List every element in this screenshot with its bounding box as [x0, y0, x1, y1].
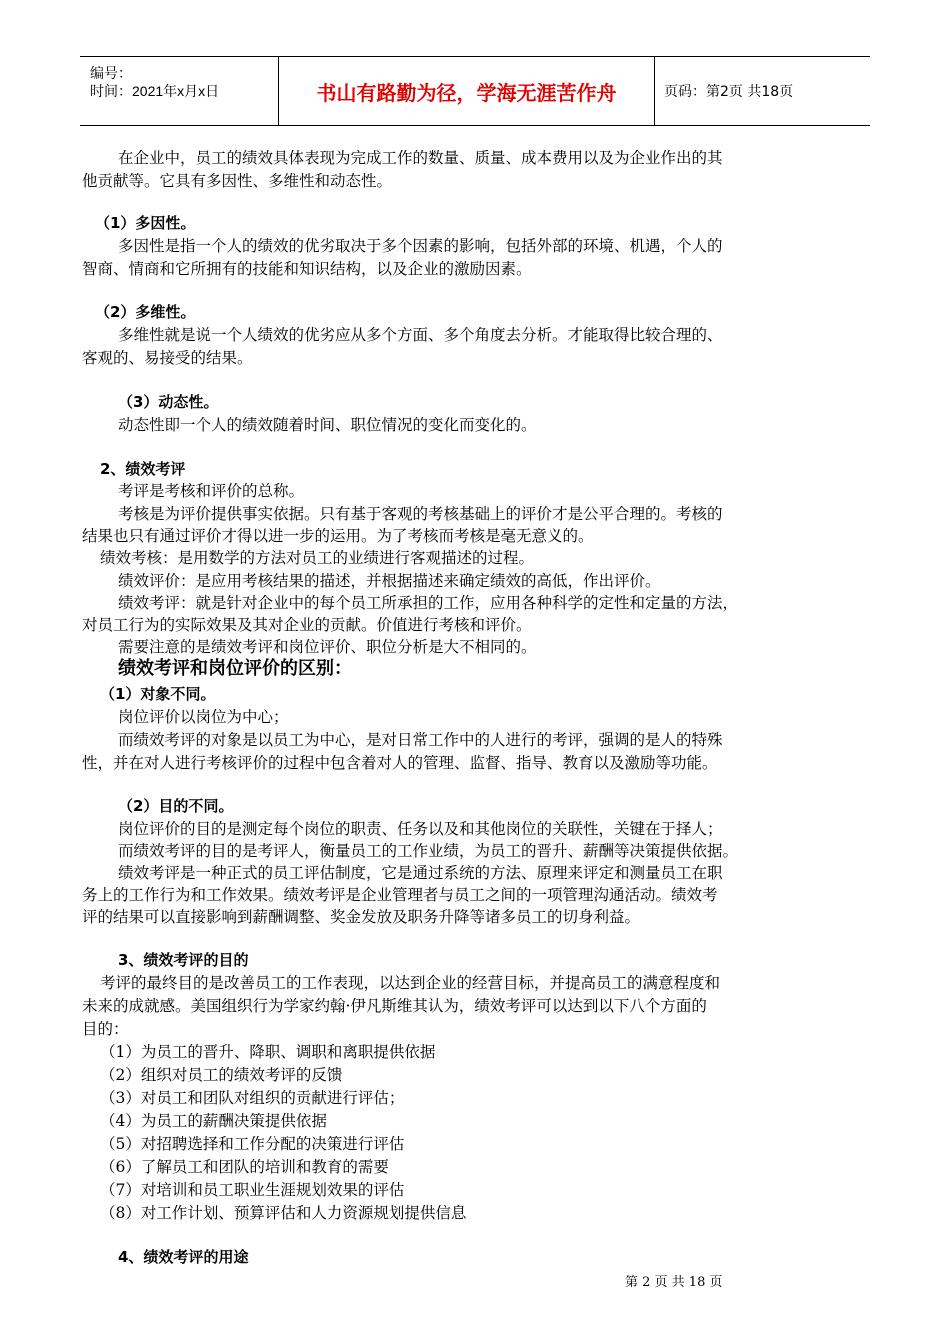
text-line: 多维性就是说一个人绩效的优劣应从多个方面、多个角度去分析。才能取得比较合理的、 [118, 326, 723, 344]
text-line: 未来的成就感。美国组织行为学家约翰·伊凡斯维其认为，绩效考评可以达到以下八个方面的 [82, 997, 707, 1015]
section-heading: 2、绩效考评 [100, 460, 186, 478]
text-line: 考核是为评价提供事实依据。只有基于客观的考核基础上的评价才是公平合理的。考核的 [118, 505, 723, 523]
text-line: 绩效评价：是应用考核结果的描述，并根据描述来确定绩效的高低，作出评价。 [118, 572, 661, 590]
text-line: 而绩效考评的对象是以员工为中心，是对日常工作中的人进行的考评，强调的是人的特殊 [118, 731, 723, 749]
text-line: 需要注意的是绩效考评和岗位评价、职位分析是大不相同的。 [118, 638, 537, 656]
page-footer: 第 2 页 共 18 页 [625, 1275, 723, 1290]
text-line: 结果也只有通过评价才得以进一步的运用。为了考核而考核是毫无意义的。 [82, 527, 594, 545]
page-header [80, 56, 870, 126]
list-item: （5）对招聘选择和工作分配的决策进行评估 [100, 1135, 405, 1153]
text-line: 务上的工作行为和工作效果。绩效考评是企业管理者与员工之间的一项管理沟通活动。绩效考 [82, 886, 718, 904]
header-meta [80, 57, 279, 125]
section-heading: （3）动态性。 [118, 393, 219, 411]
section-heading: 3、绩效考评的目的 [118, 951, 249, 969]
text-line: 多因性是指一个人的绩效的优劣取决于多个因素的影响，包括外部的环境、机遇，个人的 [118, 237, 723, 255]
list-item: （4）为员工的薪酬决策提供依据 [100, 1112, 327, 1130]
section-heading: （2）多维性。 [95, 303, 196, 321]
section-heading: （1）多因性。 [95, 214, 196, 232]
list-item: （3）对员工和团队对组织的贡献进行评估； [100, 1089, 405, 1107]
list-item: （8）对工作计划、预算评估和人力资源规划提供信息 [100, 1204, 467, 1222]
text-line: 他贡献等。它具有多因性、多维性和动态性。 [82, 172, 393, 190]
subsection-title: 绩效考评和岗位评价的区别： [118, 658, 352, 679]
text-line: 绩效考评是一种正式的员工评估制度，它是通过系统的方法、原理来评定和测量员工在职 [118, 864, 723, 882]
list-item: （6）了解员工和团队的培训和教育的需要 [100, 1158, 389, 1176]
text-line: 绩效考核：是用数学的方法对员工的业绩进行客观描述的过程。 [100, 549, 535, 567]
number-label: 编号： [90, 65, 132, 81]
section-heading: （2）目的不同。 [118, 797, 234, 815]
text-line: 对员工行为的实际效果及其对企业的贡献。价值进行考核和评价。 [82, 616, 532, 634]
text-line: 目的： [82, 1020, 129, 1038]
text-line: 智商、情商和它所拥有的技能和知识结构，以及企业的激励因素。 [82, 260, 532, 278]
text-line: 评的结果可以直接影响到薪酬调整、奖金发放及职务升降等诸多员工的切身利益。 [82, 908, 641, 926]
text-line: 性，并在对人进行考核评价的过程中包含着对人的管理、监督、指导、教育以及激励等功能。 [82, 754, 718, 772]
text-line: 绩效考评：就是针对企业中的每个员工所承担的工作，应用各种科学的定性和定量的方法， [118, 594, 739, 612]
text-line: 考评的最终目的是改善员工的工作表现，以达到企业的经营目标，并提高员工的满意程度和 [100, 974, 721, 992]
header-motto: 书山有路勤为径，学海无涯苦作舟 [279, 57, 655, 125]
text-line: 岗位评价以岗位为中心； [118, 708, 289, 726]
section-heading: （1）对象不同。 [100, 685, 216, 703]
text-line: 动态性即一个人的绩效随着时间、职位情况的变化而变化的。 [118, 416, 537, 434]
text-line: 而绩效考评的目的是考评人，衡量员工的工作业绩，为员工的晋升、薪酬等决策提供依据。 [118, 842, 739, 860]
list-item: （1）为员工的晋升、降职、调职和离职提供依据 [100, 1043, 436, 1061]
list-item: （7）对培训和员工职业生涯规划效果的评估 [100, 1181, 405, 1199]
section-heading: 4、绩效考评的用途 [118, 1248, 249, 1266]
page-counter: 页码：第2页 共18页 [664, 84, 794, 100]
text-line: 考评是考核和评价的总称。 [118, 482, 305, 500]
list-item: （2）组织对员工的绩效考评的反馈 [100, 1066, 343, 1084]
text-line: 客观的、易接受的结果。 [82, 349, 253, 367]
text-line: 岗位评价的目的是测定每个岗位的职责、任务以及和其他岗位的关联性，关键在于择人； [118, 820, 723, 838]
text-line: 在企业中，员工的绩效具体表现为完成工作的数量、质量、成本费用以及为企业作出的其 [118, 149, 723, 167]
time-label: 时间：2021年x月x日 [90, 83, 220, 99]
